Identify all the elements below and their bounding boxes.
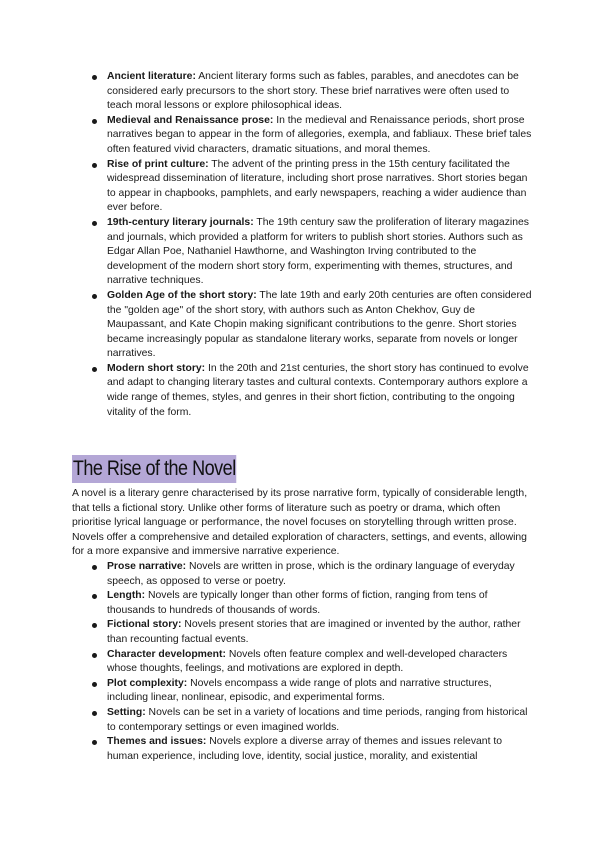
list-item-term: Setting: <box>107 706 146 718</box>
bullet-icon <box>92 367 97 372</box>
list-item <box>73 362 533 420</box>
list-item-text: The late 19th and early 20th centuries are often considered the "golden age" of the short story, with authors such as Anton Chekhov, Guy de Maupassant, and Kate Chopin making significant contributions to the genre. Short stories became increasingly popular as standalone literary works, separate from novels or longer narratives. <box>107 289 532 360</box>
list-item <box>73 560 533 589</box>
list-item-text: Novels often feature complex and well-developed characters whose thoughts, feelings, and motivations are explored in depth. <box>107 648 508 675</box>
list-item-term: Themes and issues: <box>107 736 207 748</box>
list-item-term: Fictional story: <box>107 619 182 631</box>
list-item-text: Novels can be set in a variety of locations and time periods, ranging from historical to contemporary settings or even imagined worlds. <box>107 706 528 733</box>
bullet-icon <box>92 740 97 745</box>
novel-characteristics-list <box>73 560 533 764</box>
list-item-term: Plot complexity: <box>107 677 188 689</box>
section-heading: The Rise of the Novel <box>72 455 237 483</box>
list-item-term: Rise of print culture: <box>107 158 209 170</box>
bullet-icon <box>92 623 97 628</box>
list-item <box>73 677 533 706</box>
list-item <box>73 735 533 764</box>
bullet-icon <box>92 682 97 687</box>
list-item-term: Modern short story: <box>107 362 206 374</box>
bullet-icon <box>92 653 97 658</box>
list-item-text: Novels are typically longer than other forms of fiction, ranging from tens of thousands to hundreds of thousands of words. <box>107 590 488 616</box>
list-item <box>73 289 533 362</box>
list-item-term: Golden Age of the short story: <box>107 289 257 301</box>
list-item-term: Prose narrative: <box>107 561 187 572</box>
list-item-text: Novels are written in prose, which is the ordinary language of everyday speech, as opposed to verse or poetry. <box>107 561 515 587</box>
list-item-term: Medieval and Renaissance prose: <box>107 114 274 126</box>
list-item-text: The 19th century saw the proliferation of literary magazines and journals, which provided a platform for writers to publish short stories. Authors such as Edgar Allan Poe, Nathaniel Hawthorne, and Washington Irving contributed to the development of the modern short story form, experimenting with themes, structures, and narrative techniques. <box>107 216 529 287</box>
list-item <box>73 589 533 618</box>
list-item-text: In the medieval and Renaissance periods, short prose narratives began to appear in the form of allegories, exempla, and fabliaux. These brief tales often featured vivid characters, dramatic situations, and moral themes. <box>107 114 532 155</box>
list-item <box>73 216 533 289</box>
list-item-text: Novels explore a diverse array of themes and issues relevant to human experience, including love, identity, social justice, morality, and existential <box>107 736 503 762</box>
list-item <box>73 70 533 114</box>
list-item-text: Novels encompass a wide range of plots and narrative structures, including linear, nonlinear, episodic, and experimental forms. <box>107 677 492 704</box>
list-item-term: Length: <box>107 590 146 602</box>
list-item-term: Ancient literature: <box>107 71 196 82</box>
list-item <box>73 706 533 735</box>
bullet-icon <box>92 119 97 124</box>
bullet-icon <box>92 711 97 716</box>
list-item-text: Ancient literary forms such as fables, parables, and anecdotes can be considered early precursors to the short story. These brief narratives were often used to teach moral lessons or explore philosophical ideas. <box>107 71 519 112</box>
list-item-text: The advent of the printing press in the 15th century facilitated the widespread dissemination of literature, including short prose narratives. Short stories began to appear in chapbooks, pamphlets, and early newspapers, reaching a wider audience than ever before. <box>107 158 528 214</box>
list-item <box>73 618 533 647</box>
list-item <box>73 158 533 216</box>
short-story-history-list <box>73 70 533 420</box>
list-item-term: Character development: <box>107 648 226 660</box>
list-item-text: Novels present stories that are imagined or invented by the author, rather than recounting factual events. <box>107 619 521 645</box>
list-item <box>73 114 533 158</box>
section-intro-paragraph: A novel is a literary genre characterised by its prose narrative form, typically of considerable length, that tells a fictional story. Unlike other forms of literature such as poetry or drama, which often prioritise lyrical language or performance, the novel focuses on storytelling through written prose. Novels offer a comprehensive and detailed exploration of characters, settings, and events, allowing for a more expansive and immersive narrative experience. <box>72 488 528 558</box>
list-item-term: 19th-century literary journals: <box>107 216 254 228</box>
bullet-icon <box>92 75 97 80</box>
bullet-icon <box>92 294 97 299</box>
bullet-icon <box>92 221 97 226</box>
bullet-icon <box>92 565 97 570</box>
list-item <box>73 648 533 677</box>
list-item-text: In the 20th and 21st centuries, the short story has continued to evolve and adapt to changing literary tastes and cultural contexts. Contemporary authors explore a wide range of themes, styles, and genres in their short fiction, contributing to the ongoing vitality of the form. <box>107 362 529 418</box>
bullet-icon <box>92 163 97 168</box>
bullet-icon <box>92 594 97 599</box>
